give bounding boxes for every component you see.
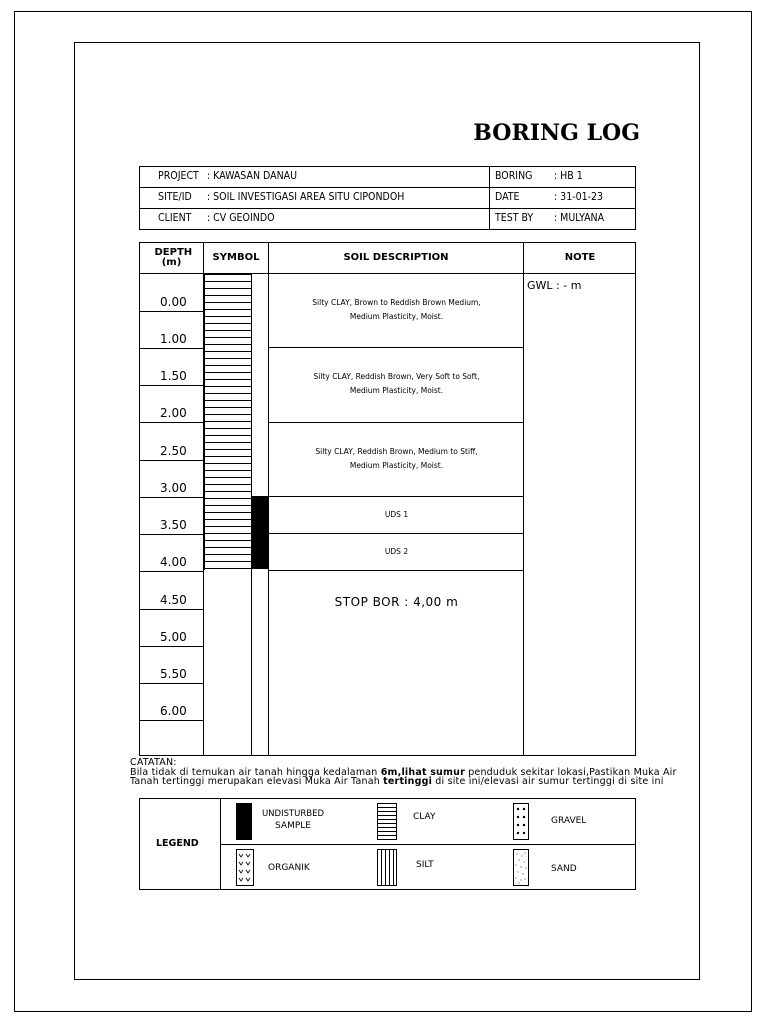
layer-1-description <box>269 296 524 324</box>
legend-organik-label: ORGANIK <box>268 863 310 873</box>
layer-3-line-1: Silty CLAY, Reddish Brown, Medium to Stiff, <box>315 447 478 456</box>
client-value: : CV GEOINDO <box>207 212 275 224</box>
depth-label: 1.50 <box>160 369 187 383</box>
layer-2-line-1: Silty CLAY, Reddish Brown, Very Soft to Soft, <box>313 372 480 381</box>
depth-tick <box>140 534 203 535</box>
header-info-box <box>139 166 636 230</box>
depth-tick <box>140 460 203 461</box>
boring-log-table <box>139 242 636 756</box>
testby-value: : MULYANA <box>554 212 605 224</box>
depth-label: 2.50 <box>160 444 187 458</box>
depth-tick <box>140 385 203 386</box>
header-row-site <box>140 188 635 209</box>
depth-label: 3.00 <box>160 481 187 495</box>
page-title: BORING LOG <box>473 120 640 146</box>
legend-title: LEGEND <box>156 838 199 849</box>
catatan-text: penduduk sekitar lokasi,Pastikan Muka Air <box>464 766 677 778</box>
catatan-bold-text: tertinggi <box>383 776 433 787</box>
depth-label: 6.00 <box>160 704 187 718</box>
layer-2-description <box>269 370 524 398</box>
column-header-note: NOTE <box>564 252 596 263</box>
depth-header-text: DEPTH (m) <box>154 247 193 268</box>
depth-label: 5.00 <box>160 630 187 644</box>
gravel-icon <box>513 803 529 840</box>
depth-label: 1.00 <box>160 332 187 346</box>
undisturbed-sample-icon <box>236 803 252 840</box>
boring-label: BORING <box>495 170 533 182</box>
depth-label: 4.00 <box>160 555 187 569</box>
depth-tick <box>140 422 203 423</box>
testby-label: TEST BY <box>495 212 534 224</box>
depth-label: 5.50 <box>160 667 187 681</box>
organik-icon <box>236 849 254 886</box>
layer-2-line-2: Medium Plasticity, Moist. <box>349 386 444 395</box>
header-row-project <box>140 167 635 188</box>
undisturbed-sample-marker <box>251 496 268 569</box>
depth-tick <box>140 571 203 572</box>
depth-tick <box>140 646 203 647</box>
date-value: : 31-01-23 <box>554 191 604 203</box>
layer-divider <box>269 347 524 348</box>
gwl-note: GWL : - m <box>527 279 582 292</box>
site-label: SITE/ID <box>158 191 192 203</box>
boring-value: : HB 1 <box>554 170 583 182</box>
clay-hatch-pattern <box>204 274 252 570</box>
client-label: CLIENT <box>158 212 192 224</box>
project-value: : KAWASAN DANAU <box>207 170 298 182</box>
depth-label: 3.50 <box>160 518 187 532</box>
depth-tick <box>140 311 203 312</box>
depth-label: 0.00 <box>160 295 187 309</box>
legend-undisturbed-line-2: SAMPLE <box>275 821 311 831</box>
depth-label: 4.50 <box>160 593 187 607</box>
layer-divider <box>269 496 524 497</box>
site-value: : SOIL INVESTIGASI AREA SITU CIPONDOH <box>207 191 405 203</box>
layer-3-line-2: Medium Plasticity, Moist. <box>349 461 444 470</box>
depth-tick <box>140 497 203 498</box>
catatan-text: Tanah tertinggi merupakan elevasi Muka Air Tanah <box>130 776 384 787</box>
catatan-note <box>130 758 700 787</box>
depth-label: 2.00 <box>160 406 187 420</box>
legend-undisturbed-line-1: UNDISTURBED <box>261 809 325 819</box>
date-label: DATE <box>495 191 520 203</box>
layer-3-description <box>269 445 524 473</box>
sand-icon <box>513 849 529 886</box>
legend-silt-label: SILT <box>416 860 434 870</box>
catatan-label: CATATAN: <box>130 757 177 768</box>
column-header-depth <box>140 243 203 273</box>
catatan-line-2 <box>130 777 700 787</box>
depth-tick <box>140 609 203 610</box>
clay-icon <box>377 803 397 840</box>
layer-divider <box>269 570 524 571</box>
project-label: PROJECT <box>158 170 199 182</box>
depth-tick <box>140 683 203 684</box>
legend-divider-horizontal <box>220 844 635 845</box>
depth-tick <box>140 720 203 721</box>
depth-tick <box>140 348 203 349</box>
layer-divider <box>269 533 524 534</box>
catatan-bold-text: 6m,lihat sumur <box>380 766 465 778</box>
stop-bor-text: STOP BOR : 4,00 m <box>334 595 459 609</box>
layer-1-line-1: Silty CLAY, Brown to Reddish Brown Medium, <box>312 298 481 307</box>
header-row-client <box>140 209 635 230</box>
column-header-symbol: SYMBOL <box>212 252 260 263</box>
legend-sand-label: SAND <box>551 864 577 874</box>
uds-1-label: UDS 1 <box>384 510 409 519</box>
legend-gravel-label: GRAVEL <box>551 816 587 826</box>
catatan-text: Bila tidak di temukan air tanah hingga kedalaman <box>130 766 381 778</box>
legend-undisturbed-label <box>258 808 328 832</box>
layer-1-line-2: Medium Plasticity, Moist. <box>349 312 444 321</box>
legend-clay-label: CLAY <box>413 812 436 822</box>
legend-box <box>139 798 636 890</box>
uds-2-label: UDS 2 <box>384 547 409 556</box>
silt-icon <box>377 849 397 886</box>
column-header-description: SOIL DESCRIPTION <box>343 252 449 263</box>
catatan-text: di site ini/elevasi air sumur tertinggi di site ini <box>432 776 664 787</box>
symbol-column-graphic <box>204 274 268 755</box>
layer-divider <box>269 422 524 423</box>
